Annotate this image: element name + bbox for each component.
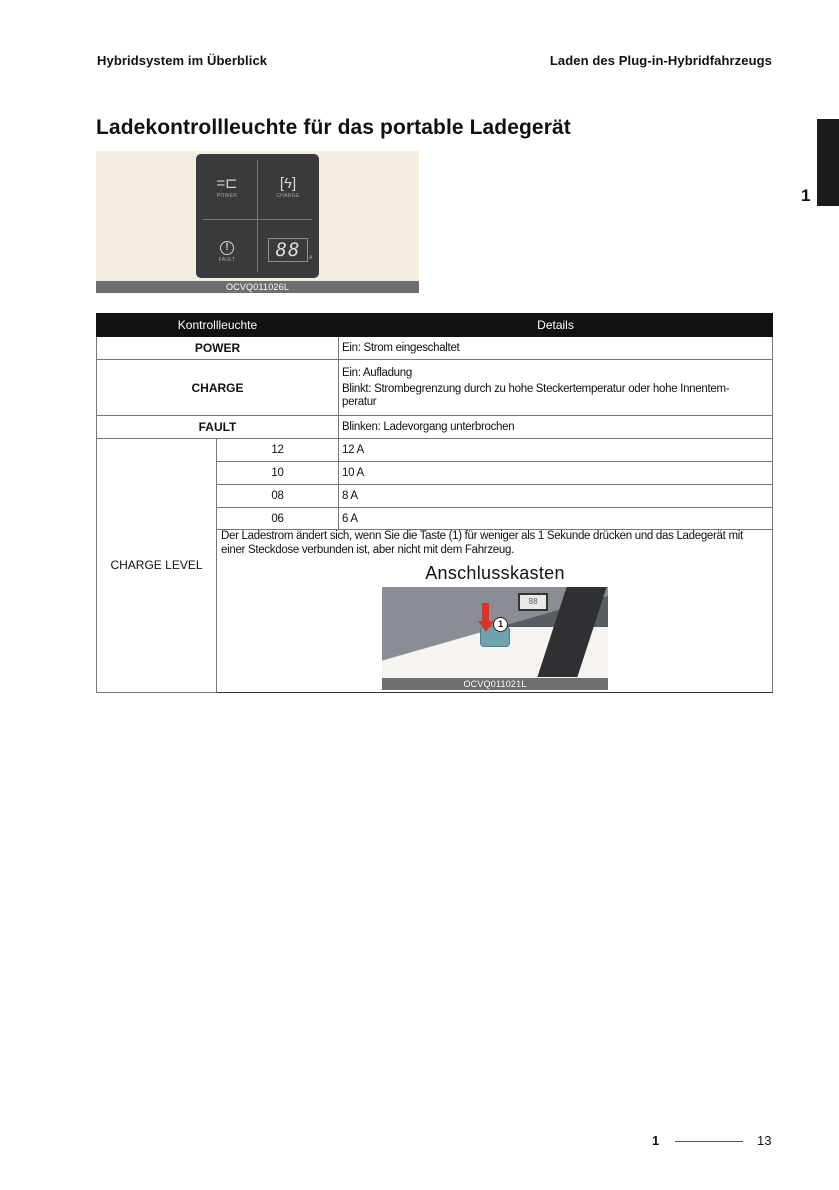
table-row	[97, 337, 773, 360]
charge-level-note	[217, 530, 773, 693]
figure-caption: OCVQ011021L	[382, 678, 608, 690]
level-value: 10 A	[339, 462, 773, 485]
panel-divider-horizontal	[203, 219, 312, 220]
battery-bolt-icon: [ϟ]	[279, 175, 297, 192]
charge-indicator	[263, 176, 313, 199]
charge-indicator-label: CHARGE	[276, 193, 300, 199]
fault-indicator-label: FAULT	[218, 257, 236, 263]
segment-display: 88	[268, 238, 308, 262]
table-row	[97, 439, 773, 462]
figure-caption: OCVQ011026L	[96, 281, 419, 293]
level-value: 8 A	[339, 485, 773, 508]
page-number: 13	[757, 1133, 772, 1148]
footer-rule	[675, 1141, 743, 1142]
section-title: Ladekontrollleuchte für das portable Ladegerät	[96, 116, 571, 139]
indicator-detail	[339, 360, 773, 416]
level-code: 10	[217, 462, 339, 485]
detail-line: Ein: Aufladung	[342, 366, 412, 379]
figure-title: Anschlusskasten	[425, 563, 565, 583]
indicator-name: POWER	[97, 337, 339, 360]
connection-box-display: 88	[518, 593, 548, 611]
footer-chapter-number: 1	[652, 1133, 660, 1148]
indicator-name: CHARGE LEVEL	[97, 439, 217, 693]
running-header-left: Hybridsystem im Überblick	[97, 53, 268, 68]
arrow-down-icon	[482, 603, 489, 623]
chapter-tab	[817, 119, 839, 206]
indicator-table	[96, 313, 773, 693]
indicator-name: FAULT	[97, 416, 339, 439]
table-row	[97, 360, 773, 416]
indicator-detail: Ein: Strom eingeschaltet	[339, 337, 773, 360]
callout-number: 1	[493, 617, 508, 632]
segment-display-unit: A	[309, 255, 313, 261]
indicator-panel	[196, 154, 319, 278]
level-code: 08	[217, 485, 339, 508]
fault-indicator	[202, 238, 252, 263]
panel-divider-vertical	[257, 160, 258, 272]
charger-indicator-figure	[96, 151, 419, 293]
exclamation-icon: !	[220, 241, 234, 255]
power-indicator	[202, 176, 252, 199]
table-row	[97, 416, 773, 439]
chapter-tab-number: 1	[801, 186, 811, 205]
arrow-head-icon	[478, 621, 494, 632]
detail-line: Blinkt: Strombegrenzung durch zu hohe Steckertemperatur oder hohe Innentem-	[342, 382, 730, 395]
power-indicator-label: POWER	[216, 193, 238, 199]
table-header-indicator: Kontrollleuchte	[97, 314, 339, 337]
running-header-right: Laden des Plug-in-Hybridfahrzeugs	[549, 53, 772, 68]
plug-icon: =⊏	[216, 175, 238, 192]
level-value: 6 A	[339, 508, 773, 530]
table-header-row	[97, 314, 773, 337]
level-value: 12 A	[339, 439, 773, 462]
note-line: Der Ladestrom ändert sich, wenn Sie die Taste (1) für weniger als 1 Sekunde drücken und das Ladegerät mit	[221, 530, 743, 542]
table-header-details: Details	[339, 314, 773, 337]
level-code: 12	[217, 439, 339, 462]
indicator-name: CHARGE	[97, 360, 339, 416]
indicator-detail: Blinken: Ladevorgang unterbrochen	[339, 416, 773, 439]
note-line: einer Steckdose verbunden ist, aber nicht mit dem Fahrzeug.	[221, 543, 514, 556]
detail-line: peratur	[342, 395, 377, 408]
connection-box-figure	[382, 587, 608, 690]
level-code: 06	[217, 508, 339, 530]
